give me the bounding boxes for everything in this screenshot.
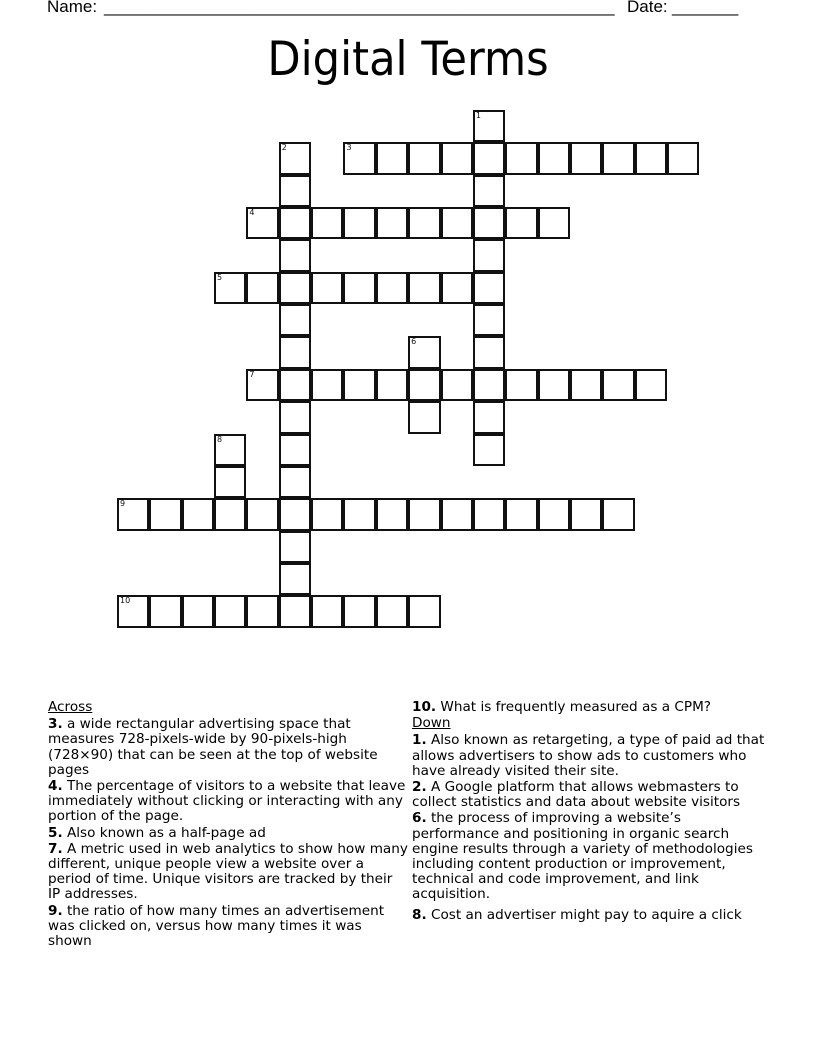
crossword-cell[interactable] <box>311 498 343 530</box>
crossword-cell[interactable] <box>343 595 375 627</box>
crossword-cell[interactable] <box>441 207 473 239</box>
crossword-cell[interactable] <box>376 142 408 174</box>
clue-number: 9. <box>48 902 63 919</box>
crossword-cell[interactable] <box>376 369 408 401</box>
crossword-cell[interactable] <box>343 498 375 530</box>
crossword-cell[interactable] <box>279 272 311 304</box>
crossword-cell[interactable] <box>473 304 505 336</box>
crossword-cell[interactable] <box>538 369 570 401</box>
clue-down-6 <box>412 811 772 902</box>
crossword-cell[interactable] <box>408 207 440 239</box>
clue-across-5 <box>48 826 408 841</box>
crossword-cell[interactable] <box>343 207 375 239</box>
crossword-cell[interactable] <box>343 272 375 304</box>
clues-right-column <box>412 700 772 924</box>
crossword-cell[interactable] <box>246 207 278 239</box>
crossword-cell[interactable] <box>602 369 634 401</box>
crossword-cell[interactable] <box>279 336 311 368</box>
crossword-cell[interactable] <box>311 207 343 239</box>
clue-number: 1. <box>412 732 427 749</box>
crossword-cell[interactable] <box>473 369 505 401</box>
cell-number: 2 <box>281 143 287 153</box>
crossword-cell[interactable] <box>473 272 505 304</box>
crossword-cell[interactable] <box>635 142 667 174</box>
cell-number: 4 <box>249 208 255 218</box>
crossword-cell[interactable] <box>214 272 246 304</box>
crossword-cell[interactable] <box>343 142 375 174</box>
crossword-cell[interactable] <box>279 175 311 207</box>
crossword-cell[interactable] <box>279 401 311 433</box>
crossword-cell[interactable] <box>473 110 505 142</box>
crossword-cell[interactable] <box>214 434 246 466</box>
crossword-cell[interactable] <box>505 142 537 174</box>
crossword-cell[interactable] <box>473 239 505 271</box>
crossword-cell[interactable] <box>279 434 311 466</box>
date-label: Date: <box>627 0 668 16</box>
crossword-cell[interactable] <box>602 142 634 174</box>
crossword-cell[interactable] <box>538 207 570 239</box>
cell-number: 7 <box>249 369 255 379</box>
crossword-cell[interactable] <box>311 369 343 401</box>
clue-number: 10. <box>412 699 437 715</box>
crossword-cell[interactable] <box>408 595 440 627</box>
name-field[interactable]: ______________________________________________________ <box>104 0 615 16</box>
cell-number: 6 <box>411 337 417 347</box>
clue-across-3 <box>48 717 408 778</box>
clue-number: 8. <box>412 906 427 923</box>
crossword-cell[interactable] <box>602 498 634 530</box>
crossword-cell[interactable] <box>408 369 440 401</box>
clue-text: Cost an advertiser might pay to aquire a click <box>426 906 742 923</box>
clue-down-1 <box>412 733 772 779</box>
clue-text: the ratio of how many times an advertisement was clicked on, versus how many times it was shown <box>48 902 385 950</box>
crossword-cell[interactable] <box>376 498 408 530</box>
cell-number: 10 <box>120 596 131 606</box>
crossword-cell[interactable] <box>408 272 440 304</box>
puzzle-title: Digital Terms <box>267 32 549 87</box>
clue-across-7 <box>48 842 408 903</box>
clue-text: What is frequently measured as a CPM? <box>436 699 712 715</box>
crossword-cell[interactable] <box>570 142 602 174</box>
crossword-cell[interactable] <box>570 369 602 401</box>
crossword-cell[interactable] <box>149 595 181 627</box>
crossword-cell[interactable] <box>214 595 246 627</box>
crossword-cell[interactable] <box>441 272 473 304</box>
crossword-cell[interactable] <box>441 498 473 530</box>
crossword-cell[interactable] <box>279 466 311 498</box>
crossword-cell[interactable] <box>408 401 440 433</box>
clue-number: 7. <box>48 840 63 857</box>
crossword-cell[interactable] <box>376 595 408 627</box>
crossword-cell[interactable] <box>149 498 181 530</box>
across-heading: Across <box>48 699 93 715</box>
crossword-cell[interactable] <box>505 498 537 530</box>
clue-text: A Google platform that allows webmasters to collect statistics and data about website visitors <box>412 779 741 811</box>
crossword-cell[interactable] <box>473 207 505 239</box>
crossword-cell[interactable] <box>246 595 278 627</box>
crossword-cell[interactable] <box>570 498 602 530</box>
crossword-cell[interactable] <box>311 595 343 627</box>
cell-number: 9 <box>120 499 126 509</box>
crossword-cell[interactable] <box>667 142 699 174</box>
crossword-cell[interactable] <box>214 466 246 498</box>
date-field[interactable]: _______ <box>672 0 739 16</box>
clue-number: 3. <box>48 716 63 733</box>
cell-number: 5 <box>217 272 223 282</box>
clue-text: Also known as retargeting, a type of paid ad that allows advertisers to show ads to customers who have already visited their site. <box>412 732 765 779</box>
crossword-cell[interactable] <box>343 369 375 401</box>
clue-text: The percentage of visitors to a website that leave immediately without clicking or interacting with any portion of the page. <box>48 778 406 825</box>
crossword-cell[interactable] <box>279 595 311 627</box>
clue-down-8 <box>412 908 772 923</box>
clue-text: Also known as a half-page ad <box>62 824 266 841</box>
clue-across-9 <box>48 904 408 950</box>
crossword-cell[interactable] <box>408 498 440 530</box>
crossword-cell[interactable] <box>246 272 278 304</box>
crossword-cell[interactable] <box>505 207 537 239</box>
clue-number: 2. <box>412 779 427 796</box>
cell-number: 3 <box>346 143 352 153</box>
crossword-cell[interactable] <box>182 498 214 530</box>
clue-across-4 <box>48 779 408 825</box>
down-heading: Down <box>412 715 451 732</box>
crossword-cell[interactable] <box>635 369 667 401</box>
crossword-cell[interactable] <box>246 369 278 401</box>
crossword-cell[interactable] <box>279 563 311 595</box>
crossword-cell[interactable] <box>473 175 505 207</box>
crossword-cell[interactable] <box>473 434 505 466</box>
clue-down-2 <box>412 780 772 810</box>
cell-number: 8 <box>217 434 223 444</box>
crossword-cell[interactable] <box>441 369 473 401</box>
clue-text: the process of improving a website’s performance and positioning in organic search engine results through a variety of methodologies including content production or improvement, technical and code improvement, and link acquisition. <box>412 810 753 903</box>
crossword-cell[interactable] <box>376 207 408 239</box>
crossword-cell[interactable] <box>246 498 278 530</box>
crossword-cell[interactable] <box>311 272 343 304</box>
crossword-cell[interactable] <box>279 239 311 271</box>
crossword-cell[interactable] <box>279 369 311 401</box>
crossword-cell[interactable] <box>279 498 311 530</box>
crossword-cell[interactable] <box>473 142 505 174</box>
crossword-cell[interactable] <box>117 498 149 530</box>
crossword-cell[interactable] <box>376 272 408 304</box>
clues-left-column <box>48 700 408 950</box>
name-label: Name: <box>47 0 98 16</box>
crossword-cell[interactable] <box>538 142 570 174</box>
crossword-cell[interactable] <box>117 595 149 627</box>
clue-text: A metric used in web analytics to show how many different, unique people view a website over a period of time. Unique visitors are tracked by their IP addresses. <box>48 840 408 903</box>
crossword-cell[interactable] <box>473 401 505 433</box>
crossword-cell[interactable] <box>408 336 440 368</box>
clue-across-10 <box>412 700 772 715</box>
clue-number: 4. <box>48 778 63 795</box>
crossword-cell[interactable] <box>182 595 214 627</box>
crossword-cell[interactable] <box>441 142 473 174</box>
crossword-cell[interactable] <box>279 142 311 174</box>
crossword-cell[interactable] <box>279 207 311 239</box>
crossword-cell[interactable] <box>408 142 440 174</box>
cell-number: 1 <box>475 111 481 120</box>
clue-text: a wide rectangular advertising space that measures 728-pixels-wide by 90-pixels-high (728×90) that can be seen at the top of website pages <box>48 716 378 778</box>
crossword-cell[interactable] <box>473 498 505 530</box>
crossword-cell[interactable] <box>279 531 311 563</box>
crossword-cell[interactable] <box>473 336 505 368</box>
clue-number: 6. <box>412 810 427 827</box>
crossword-cell[interactable] <box>214 498 246 530</box>
clue-number: 5. <box>48 824 63 841</box>
crossword-cell[interactable] <box>538 498 570 530</box>
crossword-cell[interactable] <box>505 369 537 401</box>
crossword-cell[interactable] <box>279 304 311 336</box>
